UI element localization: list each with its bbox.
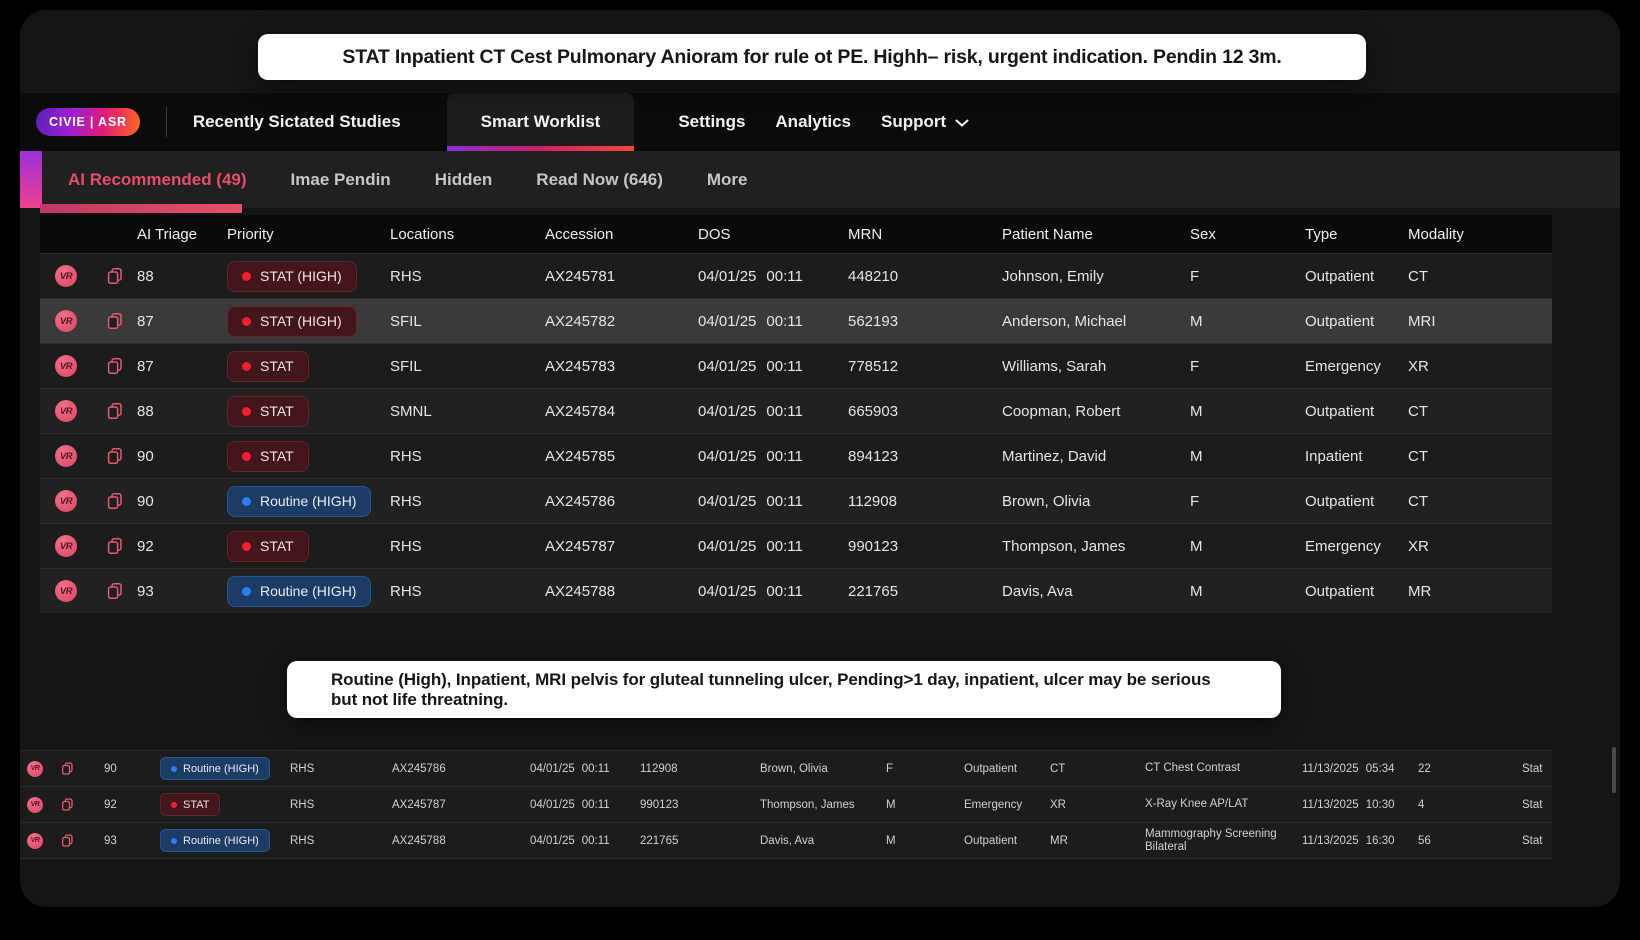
tab-accent-bar <box>20 151 42 208</box>
row-viewer-cell <box>40 445 92 467</box>
dos-date: 04/01/25 <box>698 267 757 285</box>
table-row[interactable] <box>40 433 1552 478</box>
priority-badge <box>227 531 309 562</box>
worklist-table <box>40 215 1552 613</box>
header-locations[interactable]: Locations <box>390 225 455 243</box>
viewer-vr-icon[interactable]: VR <box>55 535 77 557</box>
status-value: Stat <box>1522 798 1543 811</box>
table-row[interactable] <box>40 568 1552 613</box>
tab-hidden[interactable]: Hidden <box>434 169 493 189</box>
dos-time: 00:11 <box>766 582 803 600</box>
sex-value: M <box>1190 447 1203 465</box>
dos-date: 04/01/25 <box>530 834 575 847</box>
top-navigation <box>20 93 1620 151</box>
patient-name-value: Martinez, David <box>1002 447 1107 465</box>
dos-time: 00:11 <box>766 402 803 420</box>
accession-value: AX245788 <box>392 834 446 847</box>
row-viewer-cell <box>20 833 50 849</box>
priority-label: STAT <box>183 798 210 811</box>
ai-triage-score: 93 <box>137 582 154 600</box>
viewer-vr-icon[interactable]: VR <box>27 761 43 777</box>
sex-value: F <box>1190 357 1200 375</box>
copy-icon[interactable] <box>105 581 125 601</box>
sex-value: M <box>1190 582 1203 600</box>
patient-name-value: Thompson, James <box>1002 537 1126 555</box>
priority-dot-icon <box>242 272 251 281</box>
dos-time: 00:11 <box>766 537 803 555</box>
scheduled-time: 16:30 <box>1365 834 1395 847</box>
type-value: Outpatient <box>1305 312 1375 330</box>
preview-table-row[interactable] <box>20 822 1552 859</box>
row-viewer-cell <box>40 310 92 332</box>
row-viewer-cell <box>40 355 92 377</box>
priority-dot-icon <box>171 838 177 844</box>
patient-name-value: Thompson, James <box>760 798 855 811</box>
viewer-vr-icon[interactable]: VR <box>55 400 77 422</box>
accession-value: AX245788 <box>545 582 616 600</box>
modality-value: CT <box>1408 267 1428 285</box>
modality-value: MRI <box>1408 312 1436 330</box>
priority-cell <box>227 306 390 337</box>
mrn-value: 112908 <box>848 492 897 510</box>
location-value: RHS <box>390 267 422 285</box>
row-copy-cell <box>92 491 137 511</box>
priority-badge <box>160 829 270 852</box>
priority-cell <box>227 441 390 472</box>
priority-dot-icon <box>242 407 251 416</box>
header-sex[interactable]: Sex <box>1190 225 1216 243</box>
accession-value: AX245786 <box>545 492 616 510</box>
row-copy-cell <box>50 797 84 812</box>
table-row[interactable] <box>40 388 1552 433</box>
dos-value <box>498 799 626 811</box>
preview-worklist-table <box>20 750 1552 859</box>
row-viewer-cell <box>20 761 50 777</box>
nav-item-smart-worklist-label: Smart Worklist <box>480 112 601 131</box>
copy-icon[interactable] <box>105 491 125 511</box>
dos-date: 04/01/25 <box>698 492 757 510</box>
header-ai-triage[interactable]: AI Triage <box>137 225 198 243</box>
priority-cell <box>150 793 278 816</box>
mrn-value: 448210 <box>848 267 899 285</box>
ai-triage-score: 87 <box>137 312 154 330</box>
modality-value: MR <box>1408 582 1432 600</box>
mrn-value: 990123 <box>848 537 899 555</box>
mrn-value: 665903 <box>848 402 899 420</box>
priority-cell <box>227 261 390 292</box>
active-tab-underline <box>40 204 242 213</box>
row-copy-cell <box>92 401 137 421</box>
count-value: 22 <box>1418 762 1431 775</box>
mrn-value: 112908 <box>640 762 678 775</box>
mrn-value: 562193 <box>848 312 899 330</box>
sex-value: F <box>1190 267 1200 285</box>
priority-cell <box>150 757 278 780</box>
type-value: Emergency <box>964 798 1023 811</box>
copy-icon[interactable] <box>105 401 125 421</box>
priority-cell <box>227 576 390 607</box>
dos-value <box>698 268 848 285</box>
priority-cell <box>150 829 278 852</box>
row-viewer-cell <box>40 580 92 602</box>
sex-value: F <box>886 762 894 775</box>
count-value: 4 <box>1418 798 1425 811</box>
header-mrn[interactable]: MRN <box>848 225 883 243</box>
brand-logo: CIVIE | ASR <box>36 108 140 136</box>
priority-label: Routine (HIGH) <box>183 834 259 847</box>
priority-badge <box>227 261 357 292</box>
scheduled-datetime-value <box>1284 763 1402 775</box>
dos-value <box>698 313 848 330</box>
viewer-vr-icon[interactable]: VR <box>55 490 77 512</box>
dos-value <box>698 538 848 555</box>
location-value: RHS <box>290 762 315 775</box>
priority-badge <box>227 486 371 517</box>
location-value: SFIL <box>390 312 422 330</box>
ai-triage-score: 88 <box>137 402 154 420</box>
header-dos[interactable]: DOS <box>698 225 731 243</box>
viewer-vr-icon[interactable]: VR <box>27 797 43 813</box>
location-value: SMNL <box>390 402 432 420</box>
location-value: RHS <box>390 537 422 555</box>
viewer-vr-icon[interactable]: VR <box>55 265 77 287</box>
scrollbar-thumb[interactable] <box>1612 747 1616 793</box>
ai-triage-score: 90 <box>104 762 117 775</box>
scheduled-date: 11/13/2025 <box>1302 834 1359 847</box>
copy-icon[interactable] <box>105 266 125 286</box>
ai-summary-tooltip-mid <box>287 661 1281 718</box>
sex-value: M <box>1190 537 1203 555</box>
patient-name-value: Anderson, Michael <box>1002 312 1127 330</box>
type-value: Emergency <box>1305 537 1381 555</box>
row-copy-cell <box>92 356 137 376</box>
modality-value: XR <box>1050 798 1066 811</box>
patient-name-value: Williams, Sarah <box>1002 357 1107 375</box>
sex-value: F <box>1190 492 1200 510</box>
preview-table-row[interactable] <box>20 786 1552 822</box>
type-value: Outpatient <box>1305 402 1375 420</box>
ai-summary-tooltip-top <box>258 34 1366 80</box>
type-value: Outpatient <box>964 762 1018 775</box>
patient-name-value: Davis, Ava <box>760 834 815 847</box>
sex-value: M <box>886 834 896 847</box>
accession-value: AX245787 <box>545 537 616 555</box>
dos-time: 00:11 <box>766 312 803 330</box>
patient-name-value: Davis, Ava <box>1002 582 1073 600</box>
priority-dot-icon <box>171 802 177 808</box>
scheduled-time: 10:30 <box>1365 798 1395 811</box>
copy-icon[interactable] <box>105 311 125 331</box>
patient-name-value: Johnson, Emily <box>1002 267 1104 285</box>
accession-value: AX245787 <box>392 798 446 811</box>
nav-item-analytics[interactable]: Analytics <box>775 112 851 131</box>
study-description-value: CT Chest Contrast <box>1145 762 1241 775</box>
ai-triage-score: 93 <box>104 834 117 847</box>
tab-read-now[interactable]: Read Now (646) <box>536 169 663 189</box>
dos-value <box>498 835 626 847</box>
priority-label: STAT (HIGH) <box>260 268 342 284</box>
dos-time: 00:11 <box>581 762 610 775</box>
accession-value: AX245781 <box>545 267 616 285</box>
row-viewer-cell <box>40 490 92 512</box>
nav-item-smart-worklist[interactable] <box>447 93 635 151</box>
dos-time: 00:11 <box>766 447 803 465</box>
header-priority[interactable]: Priority <box>227 225 274 243</box>
row-copy-cell <box>92 266 137 286</box>
modality-value: CT <box>1408 402 1428 420</box>
modality-value: XR <box>1408 537 1429 555</box>
scheduled-datetime-value <box>1284 835 1402 847</box>
table-row[interactable] <box>40 253 1552 298</box>
dos-value <box>698 403 848 420</box>
dos-date: 04/01/25 <box>530 798 575 811</box>
table-row[interactable] <box>40 478 1552 523</box>
priority-label: Routine (HIGH) <box>260 493 357 509</box>
type-value: Emergency <box>1305 357 1381 375</box>
table-header-row <box>40 215 1552 253</box>
viewer-vr-icon[interactable]: VR <box>55 445 77 467</box>
ai-triage-score: 92 <box>137 537 154 555</box>
location-value: SFIL <box>390 357 422 375</box>
copy-icon[interactable] <box>105 356 125 376</box>
preview-table-row[interactable] <box>20 750 1552 786</box>
nav-divider <box>166 107 167 137</box>
status-value: Stat <box>1522 834 1543 847</box>
tab-image-pending[interactable]: Imae Pendin <box>290 169 391 189</box>
priority-cell <box>227 531 390 562</box>
table-row[interactable] <box>40 298 1552 343</box>
modality-value: CT <box>1408 492 1428 510</box>
viewer-vr-icon[interactable]: VR <box>55 355 77 377</box>
dos-time: 00:11 <box>766 357 803 375</box>
mrn-value: 221765 <box>640 834 679 847</box>
dos-time: 00:11 <box>766 267 803 285</box>
ai-triage-score: 87 <box>137 357 154 375</box>
patient-name-value: Brown, Olivia <box>760 762 828 775</box>
row-copy-cell <box>92 446 137 466</box>
priority-cell <box>227 486 390 517</box>
viewer-vr-icon[interactable]: VR <box>55 580 77 602</box>
priority-dot-icon <box>171 766 177 772</box>
mrn-value: 778512 <box>848 357 899 375</box>
priority-label: STAT <box>260 403 294 419</box>
viewer-vr-icon[interactable]: VR <box>55 310 77 332</box>
row-copy-cell <box>50 761 84 776</box>
scheduled-time: 05:34 <box>1365 762 1395 775</box>
copy-icon[interactable] <box>105 446 125 466</box>
scheduled-date: 11/13/2025 <box>1302 798 1359 811</box>
mrn-value: 894123 <box>848 447 899 465</box>
study-description-value: Mammography Screening Bilateral <box>1145 828 1277 853</box>
dos-value <box>698 583 848 600</box>
dos-value <box>698 448 848 465</box>
priority-dot-icon <box>242 497 251 506</box>
header-accession[interactable]: Accession <box>545 225 614 243</box>
header-type[interactable]: Type <box>1305 225 1338 243</box>
ai-summary-tooltip-mid-text: Routine (High), Inpatient, MRI pelvis for gluteal tunneling ulcer, Pending>1 day, inpatient, ulcer may be serious but not life threatning. <box>331 669 1211 709</box>
row-viewer-cell <box>40 535 92 557</box>
app-window <box>20 10 1620 907</box>
nav-item-support[interactable] <box>881 112 969 132</box>
study-description-value: X-Ray Knee AP/LAT <box>1145 798 1249 811</box>
worklist-tabs <box>20 151 1620 208</box>
priority-dot-icon <box>242 587 251 596</box>
priority-label: STAT <box>260 358 294 374</box>
priority-cell <box>227 351 390 382</box>
priority-badge <box>160 757 270 780</box>
table-row[interactable] <box>40 343 1552 388</box>
type-value: Outpatient <box>964 834 1018 847</box>
location-value: RHS <box>290 798 315 811</box>
mrn-value: 990123 <box>640 798 679 811</box>
dos-date: 04/01/25 <box>698 357 757 375</box>
nav-item-support-label: Support <box>881 112 947 131</box>
count-value: 56 <box>1418 834 1431 847</box>
row-copy-cell <box>50 833 84 848</box>
priority-badge <box>227 351 309 382</box>
priority-dot-icon <box>242 542 251 551</box>
patient-name-value: Coopman, Robert <box>1002 402 1121 420</box>
scheduled-datetime-value <box>1284 799 1402 811</box>
accession-value: AX245785 <box>545 447 616 465</box>
row-copy-cell <box>92 536 137 556</box>
ai-triage-score: 92 <box>104 798 117 811</box>
accession-value: AX245782 <box>545 312 616 330</box>
location-value: RHS <box>290 834 315 847</box>
status-value: Stat <box>1522 762 1543 775</box>
dos-date: 04/01/25 <box>698 447 757 465</box>
row-viewer-cell <box>40 265 92 287</box>
priority-label: Routine (HIGH) <box>260 583 357 599</box>
dos-date: 04/01/25 <box>698 582 757 600</box>
dos-time: 00:11 <box>766 492 803 510</box>
priority-label: STAT <box>260 538 294 554</box>
ai-triage-score: 90 <box>137 447 154 465</box>
accession-value: AX245786 <box>392 762 446 775</box>
type-value: Inpatient <box>1305 447 1363 465</box>
table-row[interactable] <box>40 523 1552 568</box>
modality-value: CT <box>1050 762 1066 775</box>
header-patient-name[interactable]: Patient Name <box>1002 225 1093 243</box>
priority-dot-icon <box>242 362 251 371</box>
dos-value <box>698 493 848 510</box>
tab-more[interactable]: More <box>706 169 748 189</box>
dos-date: 04/01/25 <box>698 537 757 555</box>
modality-value: XR <box>1408 357 1429 375</box>
priority-badge <box>227 306 357 337</box>
nav-item-recently-dictated[interactable]: Recently Sictated Studies <box>192 112 401 131</box>
type-value: Outpatient <box>1305 582 1375 600</box>
table-body <box>40 253 1552 613</box>
modality-value: MR <box>1050 834 1068 847</box>
sex-value: M <box>1190 312 1203 330</box>
copy-icon[interactable] <box>60 761 75 776</box>
dos-value <box>498 763 626 775</box>
priority-label: STAT <box>260 448 294 464</box>
dos-time: 00:11 <box>581 834 610 847</box>
dos-date: 04/01/25 <box>698 402 757 420</box>
ai-triage-score: 90 <box>137 492 154 510</box>
location-value: RHS <box>390 447 422 465</box>
chevron-down-icon <box>955 119 969 128</box>
priority-label: Routine (HIGH) <box>183 762 259 775</box>
dos-time: 00:11 <box>581 798 610 811</box>
priority-badge <box>160 793 220 816</box>
location-value: RHS <box>390 582 422 600</box>
dos-date: 04/01/25 <box>698 312 757 330</box>
nav-item-settings[interactable]: Settings <box>678 112 746 131</box>
dos-value <box>698 358 848 375</box>
priority-cell <box>227 396 390 427</box>
ai-triage-score: 88 <box>137 267 154 285</box>
priority-label: STAT (HIGH) <box>260 313 342 329</box>
viewer-vr-icon[interactable]: VR <box>27 833 43 849</box>
accession-value: AX245783 <box>545 357 616 375</box>
row-viewer-cell <box>40 400 92 422</box>
tab-ai-recommended[interactable]: AI Recommended (49) <box>68 169 247 189</box>
type-value: Outpatient <box>1305 492 1375 510</box>
patient-name-value: Brown, Olivia <box>1002 492 1091 510</box>
copy-icon[interactable] <box>60 797 75 812</box>
sex-value: M <box>1190 402 1203 420</box>
dos-date: 04/01/25 <box>530 762 575 775</box>
accession-value: AX245784 <box>545 402 616 420</box>
type-value: Outpatient <box>1305 267 1375 285</box>
priority-dot-icon <box>242 317 251 326</box>
location-value: RHS <box>390 492 422 510</box>
row-copy-cell <box>92 311 137 331</box>
row-viewer-cell <box>20 797 50 813</box>
priority-badge <box>227 576 371 607</box>
priority-badge <box>227 396 309 427</box>
mrn-value: 221765 <box>848 582 899 600</box>
modality-value: CT <box>1408 447 1428 465</box>
sex-value: M <box>886 798 896 811</box>
scheduled-date: 11/13/2025 <box>1302 762 1359 775</box>
header-modality[interactable]: Modality <box>1408 225 1464 243</box>
copy-icon[interactable] <box>60 833 75 848</box>
row-copy-cell <box>92 581 137 601</box>
copy-icon[interactable] <box>105 536 125 556</box>
priority-dot-icon <box>242 452 251 461</box>
priority-badge <box>227 441 309 472</box>
ai-summary-tooltip-top-text: STAT Inpatient CT Cest Pulmonary Anioram for rule ot PE. Highh– risk, urgent indication. Pendin 12 3m. <box>342 45 1282 68</box>
